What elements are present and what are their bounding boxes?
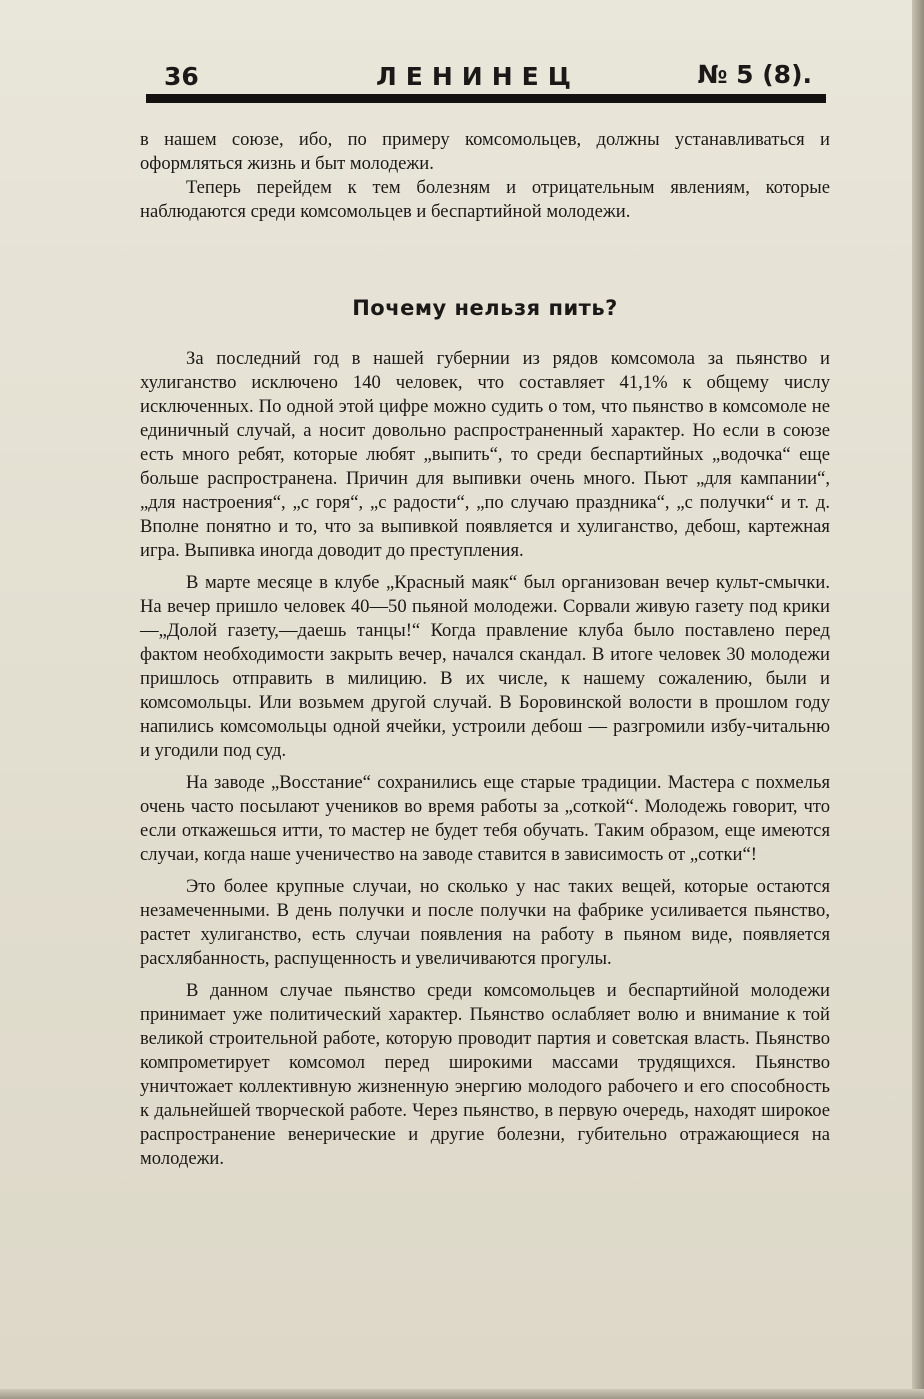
- body-paragraph-1: За последний год в нашей губернии из рядов комсомола за пьянство и хулиганство исключено 140 человек, что составляет 41,1% к общему числу исключенных. По одной этой цифре можно судить о том, что пьянство в комсомоле не единичный случай, а носит довольно распространенный характер. Но если в союзе есть много ребят, которые любят „выпить“, то среди беспартийных „водочка“ еще больше распространена. Причин для выпивки очень много. Пьют „для кампании“, „для настроения“, „с горя“, „с радости“, „по случаю праздника“, „с получки“ и т. д. Вполне понятно и то, что за выпивкой появляется и хулиганство, дебош, картежная игра. Выпивка иногда доводит до преступления.: [140, 348, 830, 561]
- page-edge-bottom: [0, 1389, 924, 1399]
- header-rule: [146, 94, 826, 103]
- body-paragraph-5: В данном случае пьянство среди комсомольцев и беспартийной молодежи принимает уже политический характер. Пьянство ослабляет волю и внимание к той великой строительной работе, которую проводит партия и советская власть. Пьянство компрометирует комсомол перед широкими массами трудящихся. Пьянство уничтожает коллективную жизненную энергию молодого рабочего и его способность к дальнейшей творческой работе. Через пьянство, в первую очередь, находят широкое распространение венерические и другие болезни, губительно отражающиеся на молодежи.: [140, 980, 830, 1169]
- body-paragraph-3: На заводе „Восстание“ сохранились еще старые традиции. Мастера с похмелья очень часто посылают учеников во время работы за „соткой“. Молодежь говорит, что если откажешься итти, то мастер не будет тебя обучать. Таким образом, еще имеются случаи, когда наше ученичество на заводе ставится в зависимость от „сотки“!: [140, 772, 830, 865]
- intro-text: [140, 128, 830, 224]
- section-body: [140, 347, 830, 1171]
- intro-paragraph-2: Теперь перейдем к тем болезням и отрицательным явлениям, которые наблюдаются среди комсомольцев и беспартийной молодежи.: [140, 177, 830, 222]
- issue-number: № 5 (8).: [697, 60, 812, 89]
- page-number: 36: [164, 62, 199, 91]
- body-paragraph-2: В марте месяце в клубе „Красный маяк“ был организован вечер культ-смычки. На вечер пришло человек 40—50 пьяной молодежи. Сорвали живую газету под крики—„Долой газету,—даешь танцы!“ Когда правление клуба было поставлено перед фактом необходимости закрыть вечер, начался скандал. В итоге человек 30 молодежи пришлось отправить в милицию. В их числе, к нашему сожалению, были и комсомольцы. Или возьмем другой случай. В Боровинской волости в прошлом году напились комсомольцы одной ячейки, устроили дебош — разгромили избу-читальню и угодили под суд.: [140, 572, 830, 761]
- section-heading: Почему нельзя пить?: [352, 296, 618, 320]
- intro-paragraph-1: в нашем союзе, ибо, по примеру комсомольцев, должны устанавливаться и оформляться жизнь и быт молодежи.: [140, 129, 830, 174]
- journal-title: ЛЕНИНЕЦ: [376, 62, 580, 91]
- page-edge-right: [912, 0, 924, 1399]
- body-paragraph-4: Это более крупные случаи, но сколько у нас таких вещей, которые остаются незамеченными. В день получки и после получки на фабрике усиливается пьянство, растет хулиганство, есть случаи появления на работу в пьяном виде, появляется расхлябанность, распущенность и увеличиваются прогулы.: [140, 876, 830, 969]
- running-header: [148, 56, 824, 96]
